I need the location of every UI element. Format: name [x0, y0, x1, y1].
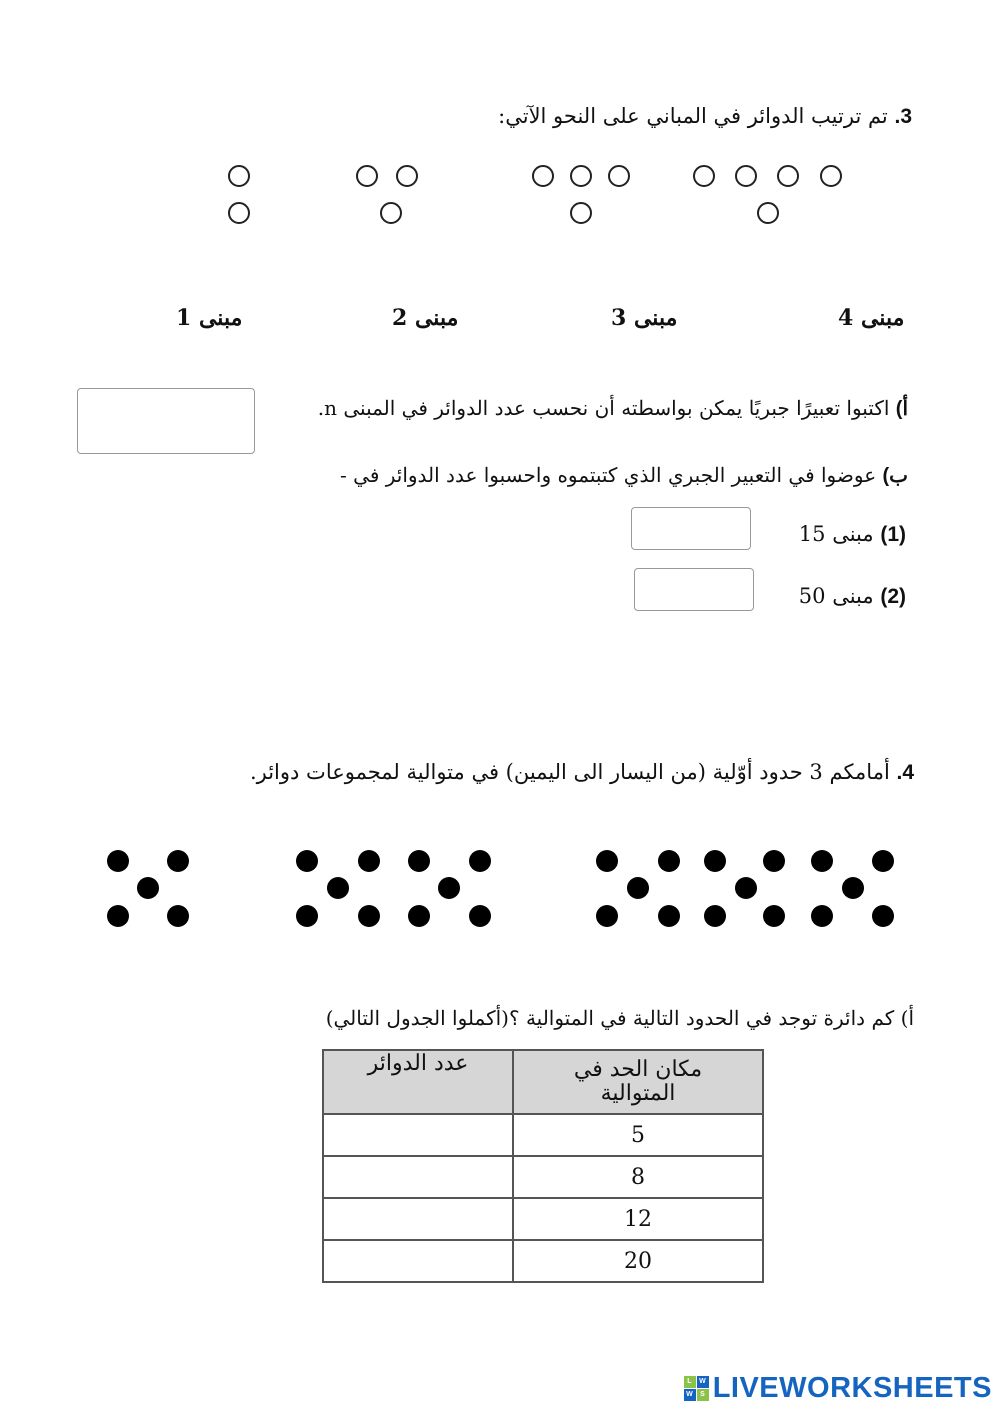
count-answer-input[interactable]: [324, 1198, 516, 1240]
dot-icon: [811, 905, 833, 927]
structure-1-diagram: [228, 165, 258, 227]
table-row: [323, 1198, 763, 1240]
q4-part-a-text: كم دائرة توجد في الحدود التالية في المتوالية ؟(أكملوا الجدول التالي): [325, 1006, 895, 1030]
dot-icon: [327, 877, 349, 899]
circle-icon: [570, 165, 592, 187]
structure-1-label: مبنى 1: [176, 305, 243, 331]
table-header-row: [323, 1050, 763, 1114]
q3-number: 3.: [894, 105, 912, 128]
q3-part-b-marker: ب): [882, 465, 908, 487]
header-position: [513, 1050, 763, 1114]
dot-icon: [658, 905, 680, 927]
sequence-table: [322, 1049, 764, 1283]
table-row: [323, 1156, 763, 1198]
count-answer-input[interactable]: [324, 1240, 516, 1282]
sequence-term-2: [296, 850, 496, 930]
circle-icon: [380, 202, 402, 224]
dot-icon: [167, 850, 189, 872]
q4-prompt: [250, 760, 914, 785]
position-cell: 8: [513, 1156, 763, 1198]
dot-icon: [358, 850, 380, 872]
logo-mark-s: S: [697, 1389, 709, 1401]
sequence-term-3: [596, 850, 896, 930]
position-cell: 5: [513, 1114, 763, 1156]
dot-icon: [763, 905, 785, 927]
header-count-text: عدد الدوائر: [367, 1051, 469, 1076]
q4-part-a: [326, 1006, 914, 1030]
dot-icon: [627, 877, 649, 899]
dot-icon: [296, 850, 318, 872]
circle-icon: [228, 202, 250, 224]
q4-prompt-text: أمامكم 3 حدود أوّلية (من اليسار الى اليمين) في متوالية لمجموعات دوائر.: [249, 760, 890, 784]
q3-part-a-answer-box[interactable]: [77, 388, 255, 454]
structure-2-label: مبنى 2: [392, 305, 459, 331]
circle-icon: [735, 165, 757, 187]
dot-icon: [167, 905, 189, 927]
dot-icon: [408, 905, 430, 927]
circle-icon: [820, 165, 842, 187]
table-row: [323, 1240, 763, 1282]
circle-icon: [693, 165, 715, 187]
count-answer-cell[interactable]: [323, 1114, 513, 1156]
dot-icon: [596, 905, 618, 927]
dot-icon: [872, 850, 894, 872]
dot-icon: [296, 905, 318, 927]
circle-icon: [777, 165, 799, 187]
q3-part-a-text: اكتبوا تعبيرًا جبريًا يمكن بواسطته أن نحسب عدد الدوائر في المبنى: [343, 396, 890, 420]
dot-icon: [408, 850, 430, 872]
dot-icon: [469, 850, 491, 872]
header-count: [323, 1050, 513, 1114]
dot-icon: [872, 905, 894, 927]
header-position-text: مكان الحد في المتوالية: [573, 1057, 703, 1106]
table-row: [323, 1114, 763, 1156]
logo-mark-w2: W: [684, 1389, 696, 1401]
q3-sub1-answer-box[interactable]: [631, 507, 751, 550]
position-cell: 12: [513, 1198, 763, 1240]
q4-number: 4.: [896, 761, 914, 784]
dot-icon: [704, 905, 726, 927]
q3-prompt: [498, 104, 912, 129]
q3-sub2-text: مبنى 50: [798, 584, 874, 608]
circle-icon: [570, 202, 592, 224]
q3-sub1: [799, 522, 906, 547]
q4-part-a-marker: أ): [900, 1006, 914, 1030]
logo-mark-l: L: [684, 1376, 696, 1388]
sequence-term-1: [107, 850, 197, 930]
liveworksheets-logo[interactable]: [684, 1372, 992, 1405]
logo-mark-icon: [684, 1376, 709, 1401]
dot-icon: [596, 850, 618, 872]
q3-part-a-var: n.: [317, 396, 338, 420]
structure-2-diagram: [356, 165, 426, 227]
q3-sub2-answer-box[interactable]: [634, 568, 754, 611]
q3-sub1-marker: (1): [880, 523, 906, 546]
structure-3-diagram: [532, 165, 642, 227]
dot-icon: [811, 850, 833, 872]
dot-icon: [438, 877, 460, 899]
logo-text: LIVEWORKSHEETS: [712, 1372, 992, 1404]
dot-icon: [137, 877, 159, 899]
structure-4-label: مبنى 4: [838, 305, 905, 331]
dot-icon: [107, 905, 129, 927]
q3-sub2-marker: (2): [880, 585, 906, 608]
count-answer-input[interactable]: [324, 1114, 516, 1156]
dot-icon: [704, 850, 726, 872]
q3-part-b: [340, 463, 908, 488]
dot-icon: [469, 905, 491, 927]
circle-icon: [228, 165, 250, 187]
circle-icon: [356, 165, 378, 187]
structure-3-label: مبنى 3: [611, 305, 678, 331]
dot-icon: [107, 850, 129, 872]
q3-sub1-text: مبنى 15: [798, 522, 874, 546]
count-answer-input[interactable]: [324, 1156, 516, 1198]
position-cell: 20: [513, 1240, 763, 1282]
circle-icon: [608, 165, 630, 187]
dot-icon: [358, 905, 380, 927]
q3-part-b-text: عوضوا في التعبير الجبري الذي كتبتموه واحسبوا عدد الدوائر في -: [340, 463, 877, 487]
q3-prompt-text: تم ترتيب الدوائر في المباني على النحو الآتي:: [498, 104, 888, 128]
count-answer-cell[interactable]: [323, 1156, 513, 1198]
dot-icon: [658, 850, 680, 872]
circle-icon: [532, 165, 554, 187]
logo-mark-w: W: [697, 1376, 709, 1388]
dot-icon: [842, 877, 864, 899]
circle-icon: [757, 202, 779, 224]
q3-sub2: [799, 584, 906, 609]
count-answer-cell[interactable]: [323, 1198, 513, 1240]
dot-icon: [763, 850, 785, 872]
structure-4-diagram: [693, 165, 853, 227]
q3-part-a: [318, 396, 908, 421]
count-answer-cell[interactable]: [323, 1240, 513, 1282]
q3-part-a-marker: أ): [895, 398, 908, 420]
dot-icon: [735, 877, 757, 899]
circle-icon: [396, 165, 418, 187]
